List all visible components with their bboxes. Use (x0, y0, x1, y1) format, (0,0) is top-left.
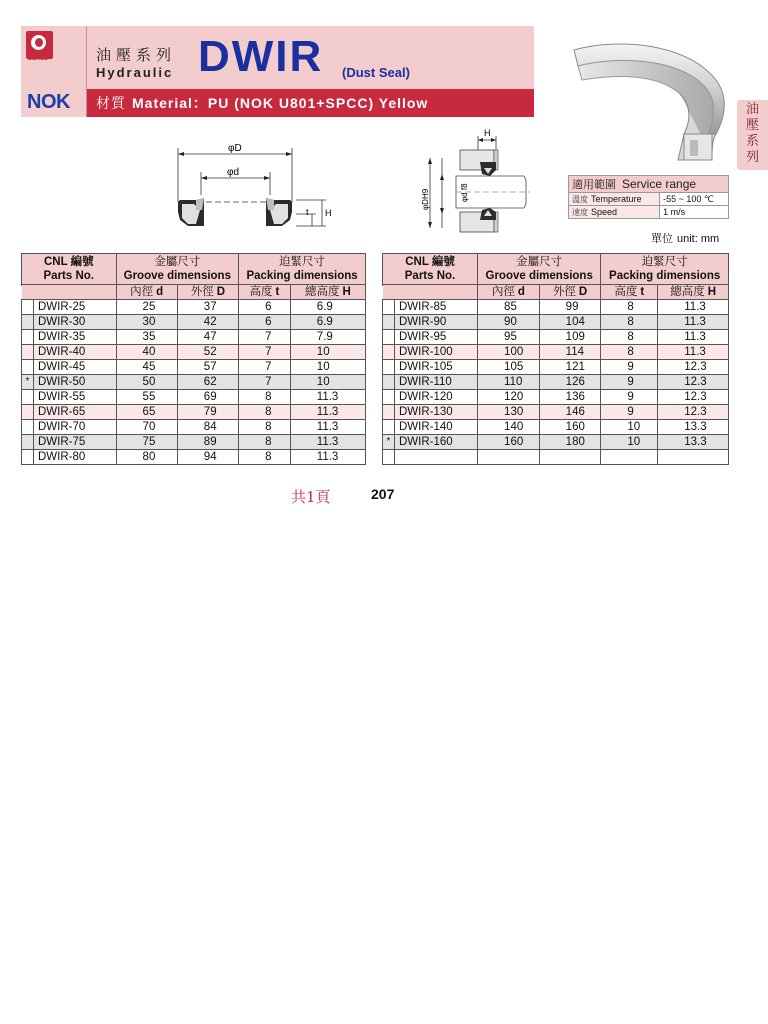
part-number-cell: DWIR-30 (34, 315, 117, 330)
nok-brand: NOK (27, 91, 70, 113)
height-cell: 9 (601, 405, 658, 420)
inner-dia-cell: 85 (478, 300, 540, 315)
seal-product-image (566, 36, 744, 164)
dim-D-label: φD (228, 143, 242, 154)
table-row (383, 345, 729, 360)
height-cell: 7 (239, 375, 291, 390)
star-mark-cell (383, 420, 395, 435)
total-height-cell: 11.3 (658, 330, 729, 345)
part-number-cell: DWIR-95 (395, 330, 478, 345)
inner-dia-cell: 120 (478, 390, 540, 405)
inner-dia-cell: 130 (478, 405, 540, 420)
outer-dia-cell: 136 (539, 390, 601, 405)
part-number-cell (395, 450, 478, 465)
height-cell: 7 (239, 345, 291, 360)
unit-label: 單位 unit: mm (651, 232, 720, 245)
total-height-cell: 12.3 (658, 375, 729, 390)
total-height-cell: 13.3 (658, 435, 729, 450)
part-number-cell: DWIR-110 (395, 375, 478, 390)
height-cell: 8 (239, 420, 291, 435)
height-cell: 9 (601, 390, 658, 405)
part-number-cell: DWIR-75 (34, 435, 117, 450)
height-cell: 9 (601, 375, 658, 390)
inner-dia-cell: 50 (116, 375, 177, 390)
inner-dia-cell: 30 (116, 315, 177, 330)
part-number-cell: DWIR-105 (395, 360, 478, 375)
cnl-logo-icon (26, 31, 53, 59)
temperature-label: 溫度 Temperature (569, 193, 660, 206)
total-height-cell: 12.3 (658, 360, 729, 375)
height-cell: 7 (239, 360, 291, 375)
dimension-table-left (21, 253, 366, 465)
height-cell: 6 (239, 315, 291, 330)
inner-dia-header: 內徑 d (478, 285, 540, 300)
speed-value: 1 m/s (660, 206, 729, 219)
table-row (383, 450, 729, 465)
side-tab-char: 列 (745, 150, 759, 165)
model-subtitle: (Dust Seal) (342, 65, 410, 80)
outer-dia-cell: 89 (177, 435, 238, 450)
outer-dia-cell: 180 (539, 435, 601, 450)
total-height-cell: 10 (290, 345, 365, 360)
total-height-cell: 11.3 (290, 435, 365, 450)
outer-dia-cell: 79 (177, 405, 238, 420)
height-header: 高度 t (239, 285, 291, 300)
side-tab-char: 油 (745, 102, 759, 117)
total-height-cell (658, 450, 729, 465)
star-mark-cell (22, 345, 34, 360)
star-mark-cell (22, 450, 34, 465)
outer-dia-cell: 37 (177, 300, 238, 315)
star-mark-cell (383, 450, 395, 465)
total-height-cell: 7.9 (290, 330, 365, 345)
star-mark-cell (383, 405, 395, 420)
outer-dia-header: 外徑 D (539, 285, 601, 300)
series-en: Hydraulic (96, 65, 174, 80)
outer-dia-cell: 104 (539, 315, 601, 330)
height-cell: 6 (239, 300, 291, 315)
side-tab-char: 系 (745, 134, 759, 149)
logo-text: SEALS (28, 56, 49, 62)
part-number-cell: DWIR-130 (395, 405, 478, 420)
star-mark-cell (22, 360, 34, 375)
table-row (22, 450, 366, 465)
table-row (22, 375, 366, 390)
outer-dia-cell: 146 (539, 405, 601, 420)
inner-dia-cell: 45 (116, 360, 177, 375)
dim-df8-label: φd f8 (460, 183, 469, 202)
outer-dia-cell: 62 (177, 375, 238, 390)
height-cell: 8 (601, 300, 658, 315)
star-mark-cell (22, 315, 34, 330)
star-mark-cell (383, 330, 395, 345)
total-height-cell: 6.9 (290, 300, 365, 315)
dim-d-label: φd (227, 167, 240, 178)
parts-header: CNL 編號 Parts No. (22, 254, 117, 285)
inner-dia-cell: 105 (478, 360, 540, 375)
star-mark-cell (383, 360, 395, 375)
total-height-header: 總高度 H (290, 285, 365, 300)
star-mark-cell (22, 390, 34, 405)
table-row (22, 330, 366, 345)
table-row (22, 315, 366, 330)
page-number: 207 (371, 486, 395, 502)
height-cell: 8 (239, 405, 291, 420)
part-number-cell: DWIR-90 (395, 315, 478, 330)
star-mark-cell (22, 330, 34, 345)
outer-dia-cell: 94 (177, 450, 238, 465)
inner-dia-cell: 35 (116, 330, 177, 345)
table-row (383, 360, 729, 375)
part-number-cell: DWIR-160 (395, 435, 478, 450)
total-height-cell: 12.3 (658, 405, 729, 420)
total-height-cell: 11.3 (658, 300, 729, 315)
table-row (383, 330, 729, 345)
total-height-header: 總高度 H (658, 285, 729, 300)
height-cell: 8 (239, 450, 291, 465)
series-zh: 油壓系列 (96, 46, 177, 64)
total-height-cell: 6.9 (290, 315, 365, 330)
speed-label: 速度 Speed (569, 206, 660, 219)
total-height-cell: 11.3 (290, 420, 365, 435)
total-height-cell: 11.3 (290, 450, 365, 465)
outer-dia-cell: 52 (177, 345, 238, 360)
table-row (22, 345, 366, 360)
part-number-cell: DWIR-65 (34, 405, 117, 420)
outer-dia-cell: 42 (177, 315, 238, 330)
parts-header: CNL 編號 Parts No. (383, 254, 478, 285)
outer-dia-cell: 99 (539, 300, 601, 315)
table-row (22, 390, 366, 405)
page-count: 共1頁 (291, 488, 331, 506)
table-row (383, 300, 729, 315)
part-number-cell: DWIR-120 (395, 390, 478, 405)
inner-dia-cell: 95 (478, 330, 540, 345)
star-mark-cell (383, 390, 395, 405)
groove-header: 金屬尺寸 Groove dimensions (116, 254, 239, 285)
table-row (22, 420, 366, 435)
dimension-table-right (382, 253, 729, 465)
material-zh: 材質 (96, 96, 126, 112)
table-row (383, 390, 729, 405)
part-number-cell: DWIR-45 (34, 360, 117, 375)
star-mark-cell: * (22, 375, 34, 390)
outer-dia-cell: 47 (177, 330, 238, 345)
groove-dimension-drawing (420, 128, 530, 238)
star-mark-cell (383, 300, 395, 315)
header-divider (86, 26, 87, 117)
table-row (383, 435, 729, 450)
total-height-cell: 11.3 (290, 390, 365, 405)
inner-dia-cell: 65 (116, 405, 177, 420)
inner-dia-cell: 160 (478, 435, 540, 450)
outer-dia-cell: 160 (539, 420, 601, 435)
height-header: 高度 t (601, 285, 658, 300)
table-row (383, 405, 729, 420)
groove-header: 金屬尺寸 Groove dimensions (478, 254, 601, 285)
inner-dia-cell: 90 (478, 315, 540, 330)
part-number-cell: DWIR-140 (395, 420, 478, 435)
outer-dia-cell: 126 (539, 375, 601, 390)
table-row (22, 300, 366, 315)
temperature-value: -55 ~ 100 ℃ (660, 193, 729, 206)
outer-dia-cell: 84 (177, 420, 238, 435)
inner-dia-cell: 25 (116, 300, 177, 315)
total-height-cell: 12.3 (658, 390, 729, 405)
table-row (22, 435, 366, 450)
service-range-table (568, 175, 729, 219)
star-mark-cell (22, 405, 34, 420)
inner-dia-cell: 80 (116, 450, 177, 465)
height-cell: 8 (601, 330, 658, 345)
dim-DH9-label: φDH9 (421, 188, 430, 210)
height-cell (601, 450, 658, 465)
inner-dia-cell: 140 (478, 420, 540, 435)
packing-header: 迫緊尺寸 Packing dimensions (601, 254, 729, 285)
total-height-cell: 11.3 (658, 345, 729, 360)
table-row (383, 420, 729, 435)
outer-dia-cell: 114 (539, 345, 601, 360)
part-number-cell: DWIR-70 (34, 420, 117, 435)
outer-dia-header: 外徑 D (177, 285, 238, 300)
outer-dia-cell: 57 (177, 360, 238, 375)
material-text: Material：PU (NOK U801+SPCC) Yellow (132, 95, 429, 111)
star-mark-cell (22, 420, 34, 435)
height-cell: 8 (601, 345, 658, 360)
table-row (22, 360, 366, 375)
star-mark-cell: * (383, 435, 395, 450)
side-tab-char: 壓 (745, 118, 759, 133)
inner-dia-cell: 100 (478, 345, 540, 360)
total-height-cell: 11.3 (658, 315, 729, 330)
total-height-cell: 11.3 (290, 405, 365, 420)
service-range-title: 適用範圍 Service range (569, 176, 729, 193)
part-number-cell: DWIR-85 (395, 300, 478, 315)
outer-dia-cell: 121 (539, 360, 601, 375)
inner-dia-cell: 70 (116, 420, 177, 435)
height-cell: 9 (601, 360, 658, 375)
inner-dia-cell: 110 (478, 375, 540, 390)
outer-dia-cell: 109 (539, 330, 601, 345)
inner-dia-header: 內徑 d (116, 285, 177, 300)
part-number-cell: DWIR-55 (34, 390, 117, 405)
height-cell: 7 (239, 330, 291, 345)
side-tab (737, 100, 768, 170)
part-number-cell: DWIR-100 (395, 345, 478, 360)
star-mark-cell (22, 300, 34, 315)
height-cell: 8 (239, 390, 291, 405)
table-row (383, 315, 729, 330)
inner-dia-cell (478, 450, 540, 465)
dim-t-label: t (306, 207, 309, 217)
groove-H-label: H (484, 128, 491, 138)
packing-header: 迫緊尺寸 Packing dimensions (239, 254, 366, 285)
table-row (22, 405, 366, 420)
total-height-cell: 13.3 (658, 420, 729, 435)
dim-H-label: H (325, 208, 332, 218)
star-mark-cell (22, 435, 34, 450)
table-row (383, 375, 729, 390)
outer-dia-cell (539, 450, 601, 465)
height-cell: 10 (601, 435, 658, 450)
part-number-cell: DWIR-40 (34, 345, 117, 360)
inner-dia-cell: 55 (116, 390, 177, 405)
model-title: DWIR (198, 32, 324, 81)
part-number-cell: DWIR-35 (34, 330, 117, 345)
inner-dia-cell: 75 (116, 435, 177, 450)
total-height-cell: 10 (290, 360, 365, 375)
inner-dia-cell: 40 (116, 345, 177, 360)
material-line (96, 93, 428, 113)
star-mark-cell (383, 375, 395, 390)
seal-dimension-drawing (166, 140, 346, 232)
height-cell: 8 (601, 315, 658, 330)
star-mark-cell (383, 345, 395, 360)
total-height-cell: 10 (290, 375, 365, 390)
height-cell: 8 (239, 435, 291, 450)
star-mark-cell (383, 315, 395, 330)
part-number-cell: DWIR-50 (34, 375, 117, 390)
height-cell: 10 (601, 420, 658, 435)
part-number-cell: DWIR-25 (34, 300, 117, 315)
part-number-cell: DWIR-80 (34, 450, 117, 465)
outer-dia-cell: 69 (177, 390, 238, 405)
